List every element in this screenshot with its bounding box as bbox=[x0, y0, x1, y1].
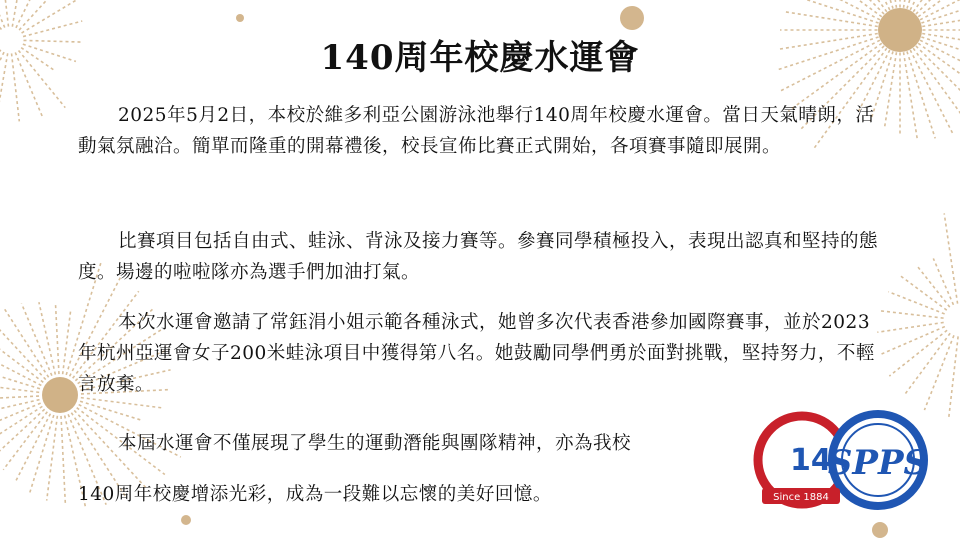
logo-letters: SPPS bbox=[827, 443, 929, 483]
firework-ray bbox=[19, 0, 64, 30]
firework-ray bbox=[56, 304, 59, 374]
firework-ray bbox=[0, 406, 42, 441]
firework-ray bbox=[3, 412, 47, 470]
gold-dot bbox=[620, 6, 644, 30]
paragraph-5: 140周年校慶增添光彩，成為一段難以忘懷的美好回憶。 bbox=[78, 484, 552, 505]
firework-ray bbox=[0, 0, 5, 28]
firework-ray bbox=[30, 415, 54, 493]
firework-ray bbox=[889, 330, 947, 376]
firework-ray bbox=[21, 303, 51, 375]
gold-dot bbox=[872, 522, 888, 538]
firework-ray bbox=[877, 322, 943, 332]
logo-since-text: Since 1884 bbox=[773, 492, 829, 503]
firework-ray bbox=[901, 276, 947, 310]
firework-ray bbox=[921, 0, 960, 23]
paragraph-3: 本次水運會邀請了常鈺涓小姐示範各種泳式，她曾多次代表香港參加國際賽事，並於2023年杭州亞運會女子200米蛙泳項目中獲得第八名。她鼓勵同學們勇於面對挑戰，堅持努力，不輕言放棄。 bbox=[78, 312, 875, 395]
firework-ray bbox=[924, 335, 954, 410]
firework-center bbox=[42, 377, 78, 413]
firework-ray bbox=[63, 309, 71, 374]
firework-ray bbox=[944, 213, 957, 303]
gold-dot bbox=[181, 515, 191, 525]
firework-ray bbox=[22, 0, 77, 33]
firework-ray bbox=[0, 0, 8, 27]
firework-ray bbox=[0, 403, 41, 448]
firework-ray bbox=[16, 0, 47, 28]
firework-ray bbox=[933, 258, 953, 304]
firework-ray bbox=[880, 311, 943, 318]
firework-ray bbox=[61, 416, 65, 505]
firework-ray bbox=[913, 0, 960, 12]
firework-ray bbox=[794, 0, 878, 23]
firework-ray bbox=[0, 409, 45, 456]
page-title: 140周年校慶水運會 bbox=[320, 38, 640, 78]
firework-ray bbox=[0, 0, 1, 30]
paragraph-1: 2025年5月2日，本校於維多利亞公園游泳池舉行140周年校慶水運會。當日天氣晴朗，活動氣氛融洽。簡單而隆重的開幕禮後，校長宣佈比賽正式開始，各項賽事隨即展開。 bbox=[78, 105, 875, 157]
school-anniversary-logo bbox=[750, 408, 932, 518]
firework-ray bbox=[15, 414, 50, 482]
gold-dot bbox=[236, 14, 244, 22]
firework-ray bbox=[949, 336, 959, 419]
paragraph-2: 比賽項目包括自由式、蛙泳、背泳及接力賽等。參賽同學積極投入，表現出認真和堅持的態度。場邊的啦啦隊亦為選手們加油打氣。 bbox=[78, 231, 879, 283]
firework-ray bbox=[0, 342, 41, 385]
firework-ray bbox=[47, 416, 58, 501]
firework-ray bbox=[786, 12, 878, 27]
firework-ray bbox=[0, 316, 46, 380]
logo-number: 14 bbox=[790, 443, 832, 478]
paragraph-4: 本屆水運會不僅展現了學生的運動潛能與團隊精神，亦為我校 bbox=[118, 433, 632, 454]
firework-ray bbox=[12, 0, 24, 27]
